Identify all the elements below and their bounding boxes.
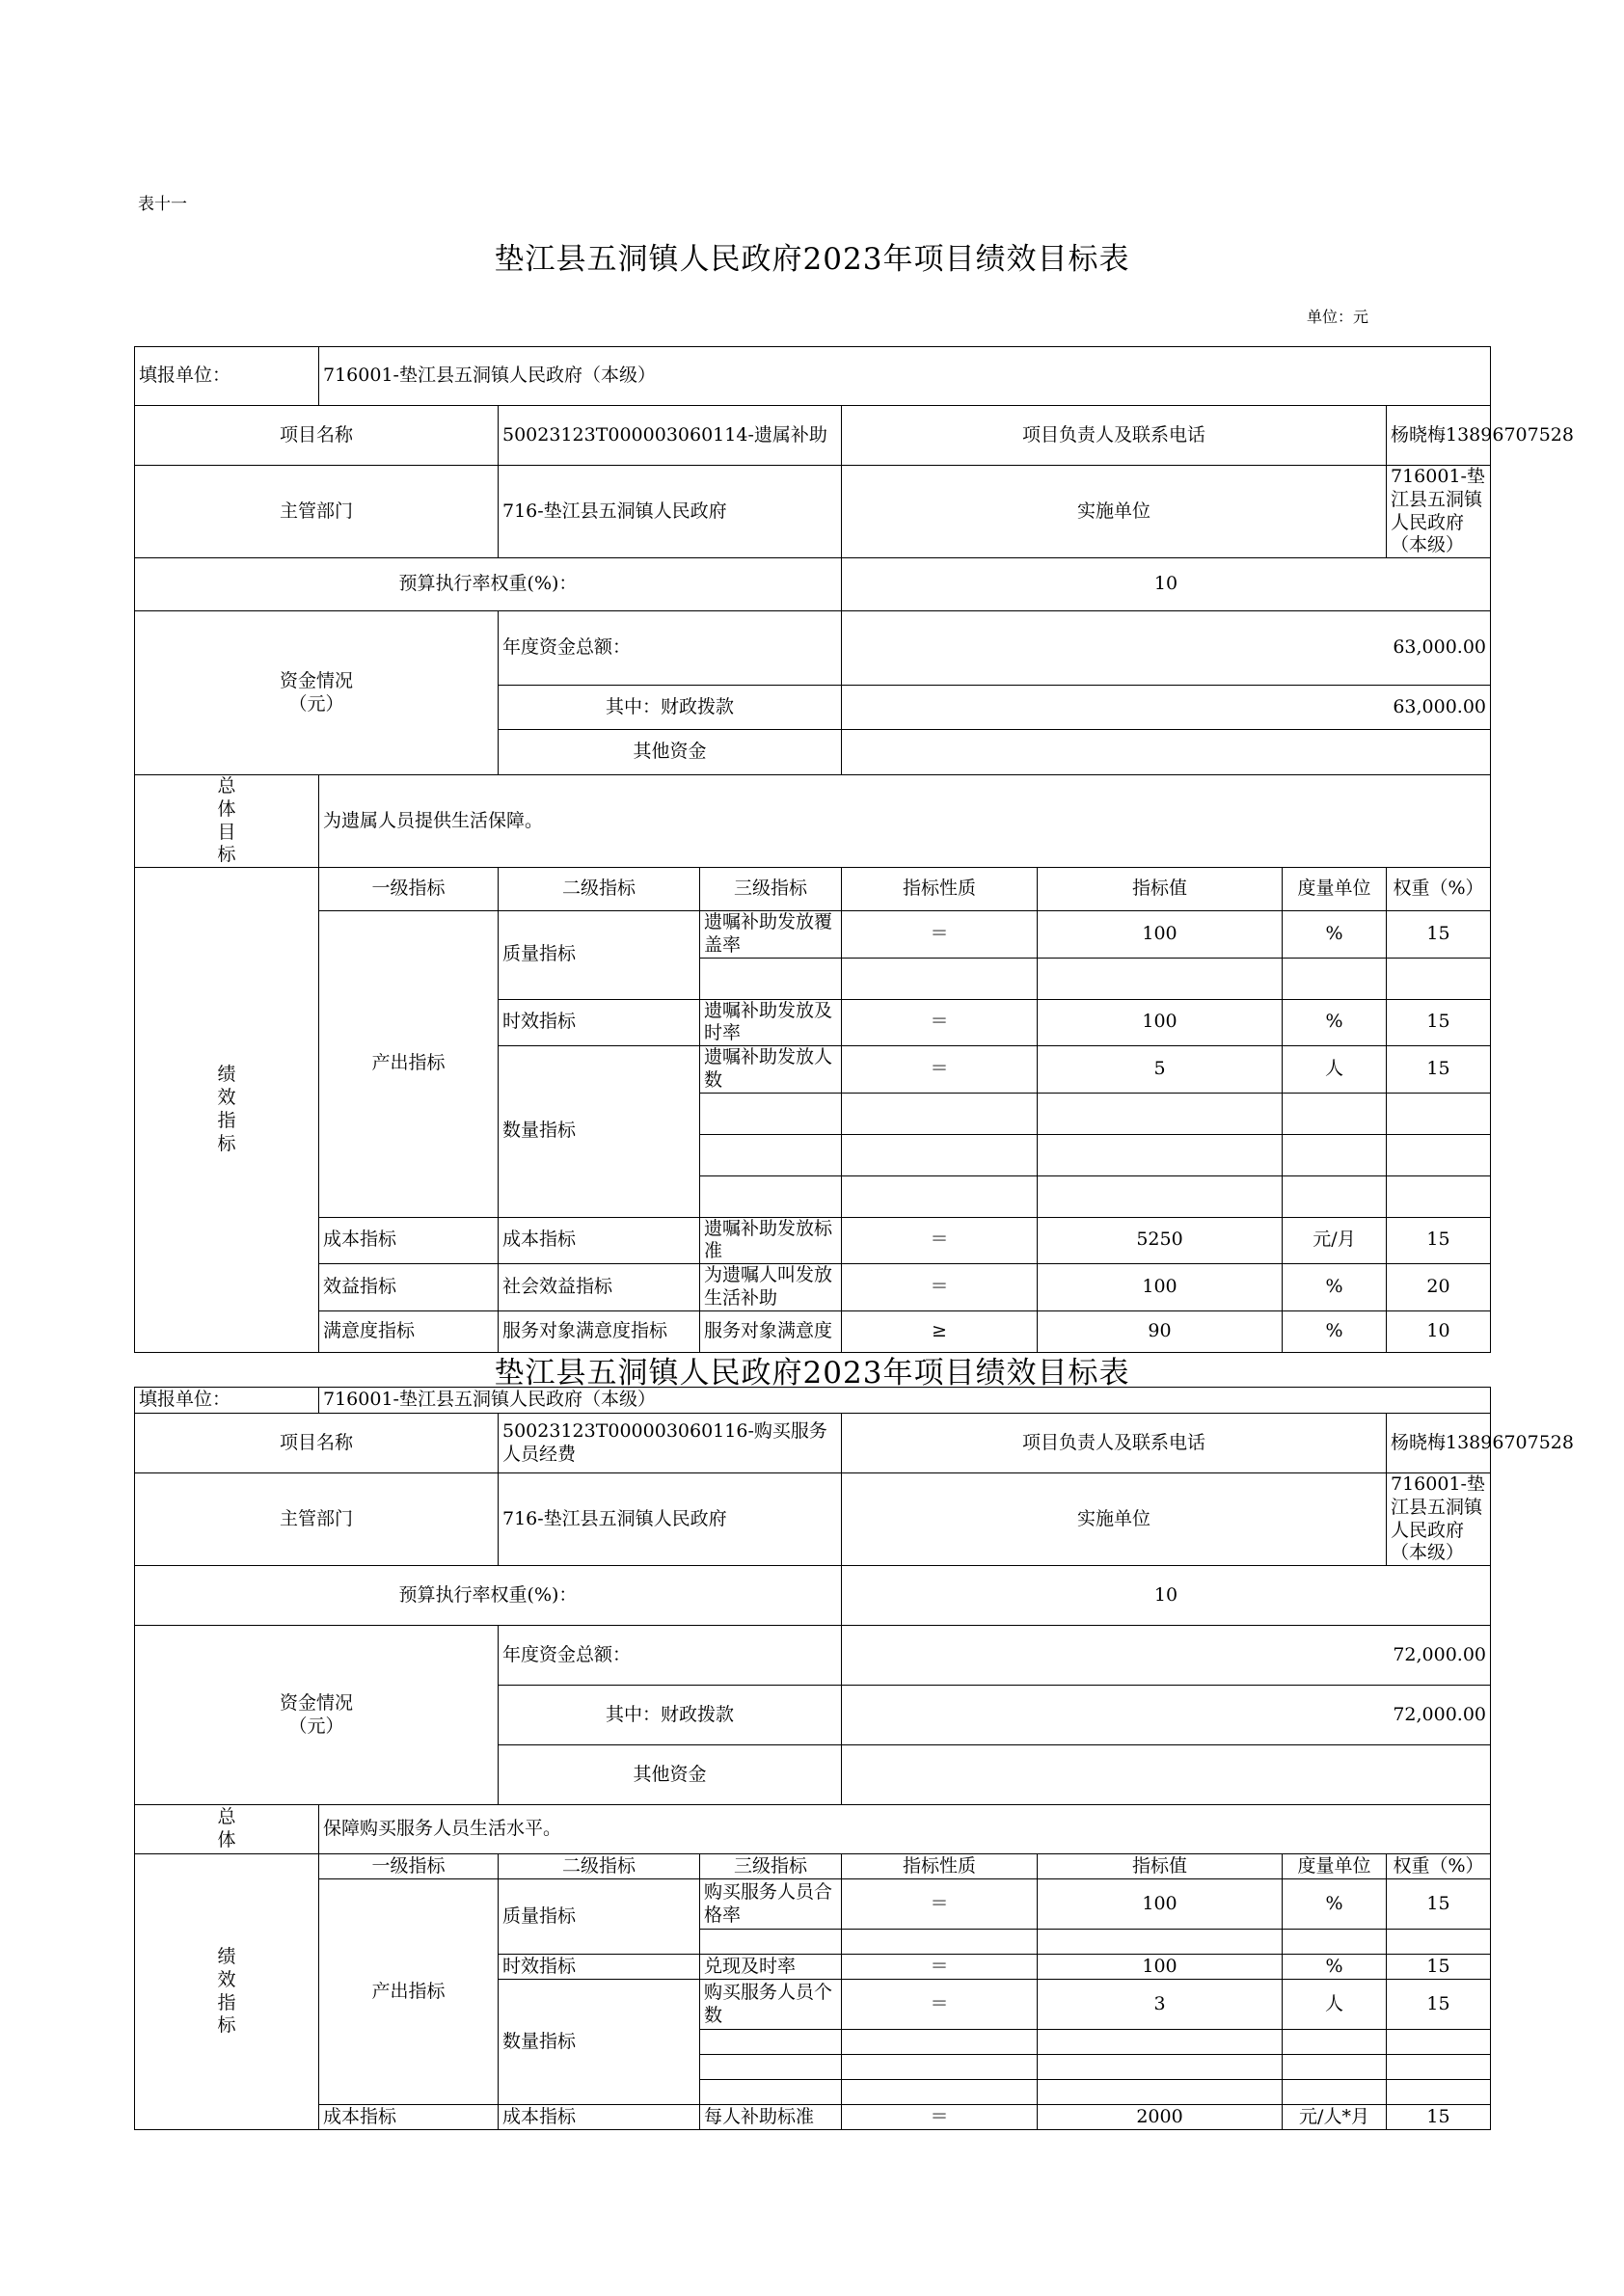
cost-l3: 每人补助标准 (700, 2105, 842, 2130)
goal-value: 为遗属人员提供生活保障。 (319, 775, 1491, 868)
quality-weight: 15 (1387, 911, 1491, 959)
fill-unit-label: 填报单位： (135, 1388, 319, 1414)
annual-total-value: 63,000.00 (842, 611, 1491, 686)
annual-total-value: 72,000.00 (842, 1626, 1491, 1686)
qty-nature: ＝ (842, 1980, 1038, 2030)
time-weight: 15 (1387, 999, 1491, 1046)
benefit-value: 100 (1038, 1264, 1283, 1311)
time-l3: 兑现及时率 (700, 1955, 842, 1980)
cost-weight: 15 (1387, 1217, 1491, 1264)
qty-value: 3 (1038, 1980, 1283, 2030)
goal-char: 标 (217, 844, 236, 866)
contact-label: 项目负责人及联系电话 (842, 1414, 1387, 1473)
contact-value: 杨晓梅13896707528 (1387, 1414, 1491, 1473)
satisfaction-l3: 服务对象满意度 (700, 1310, 842, 1352)
other-funds-label: 其他资金 (499, 730, 842, 775)
unit-label: 单位：元 (1307, 308, 1369, 326)
satisfaction-weight: 10 (1387, 1310, 1491, 1352)
quality-l3: 购买服务人员合格率 (700, 1879, 842, 1930)
cost-nature: ＝ (842, 2105, 1038, 2130)
quality-l2: 质量指标 (499, 1879, 700, 1955)
col-weight: 权重（%） (1387, 1854, 1491, 1879)
contact-label: 项目负责人及联系电话 (842, 406, 1387, 466)
time-value: 100 (1038, 1955, 1283, 1980)
benefit-unit: % (1283, 1264, 1387, 1311)
fiscal-label: 其中：财政拨款 (499, 686, 842, 730)
perf-char: 指 (217, 1109, 236, 1131)
cost-l1: 成本指标 (319, 1217, 499, 1264)
cost-l3: 遗嘱补助发放标准 (700, 1217, 842, 1264)
col-nature: 指标性质 (842, 868, 1038, 911)
time-nature: ＝ (842, 1955, 1038, 1980)
fiscal-label: 其中：财政拨款 (499, 1686, 842, 1745)
funds-label-text: 资金情况（元） (279, 1691, 353, 1737)
fill-unit-value: 716001-垫江县五洞镇人民政府（本级） (319, 347, 1491, 406)
col-l1: 一级指标 (319, 1854, 499, 1879)
goal-char: 总 (217, 775, 236, 797)
perf-char: 标 (217, 2014, 236, 2037)
time-l2: 时效指标 (499, 999, 700, 1046)
funds-label (135, 1626, 499, 1805)
perf-char: 绩 (217, 1064, 236, 1086)
qty-l2: 数量指标 (499, 1046, 700, 1218)
cost-nature: ＝ (842, 1217, 1038, 1264)
impl-unit-value: 716001-垫江县五洞镇人民政府（本级） (1387, 466, 1491, 558)
satisfaction-l1: 满意度指标 (319, 1310, 499, 1352)
output-l1: 产出指标 (319, 911, 499, 1218)
quality-nature: ＝ (842, 911, 1038, 959)
quality-weight: 15 (1387, 1879, 1491, 1930)
cost-value: 5250 (1038, 1217, 1283, 1264)
cost-weight: 15 (1387, 2105, 1491, 2130)
goal-char: 目 (217, 821, 236, 843)
budget-weight-value: 10 (842, 558, 1491, 611)
goal-char: 体 (217, 797, 236, 820)
fill-unit-value: 716001-垫江县五洞镇人民政府（本级） (319, 1388, 1491, 1414)
benefit-l3: 为遗嘱人叫发放生活补助 (700, 1264, 842, 1311)
fill-unit-label: 填报单位： (135, 347, 319, 406)
col-l3: 三级指标 (700, 868, 842, 911)
quality-unit: % (1283, 1879, 1387, 1930)
qty-l3: 遗嘱补助发放人数 (700, 1046, 842, 1094)
col-unit: 度量单位 (1283, 868, 1387, 911)
qty-unit: 人 (1283, 1046, 1387, 1094)
satisfaction-nature: ≥ (842, 1310, 1038, 1352)
qty-weight: 15 (1387, 1046, 1491, 1094)
annual-total-label: 年度资金总额： (499, 1626, 842, 1686)
performance-table-2 (134, 1387, 1574, 2130)
dept-value: 716-垫江县五洞镇人民政府 (499, 466, 842, 558)
other-funds-value (842, 1745, 1491, 1805)
col-unit: 度量单位 (1283, 1854, 1387, 1879)
time-nature: ＝ (842, 999, 1038, 1046)
perf-char: 标 (217, 1132, 236, 1154)
funds-label (135, 611, 499, 775)
perf-char: 指 (217, 1991, 236, 2013)
goal-char: 总 (217, 1806, 236, 1828)
budget-weight-label: 预算执行率权重(%)： (135, 558, 842, 611)
qty-l3: 购买服务人员个数 (700, 1980, 842, 2030)
perf-label (135, 868, 319, 1353)
dept-label: 主管部门 (135, 466, 499, 558)
satisfaction-value: 90 (1038, 1310, 1283, 1352)
cost-l2: 成本指标 (499, 2105, 700, 2130)
cost-l1: 成本指标 (319, 2105, 499, 2130)
col-l2: 二级指标 (499, 1854, 700, 1879)
goal-char: 体 (217, 1829, 236, 1850)
qty-weight: 15 (1387, 1980, 1491, 2030)
contact-value: 杨晓梅13896707528 (1387, 406, 1491, 466)
table2-title: 垫江县五洞镇人民政府2023年项目绩效目标表 (494, 1356, 1130, 1391)
perf-label (135, 1854, 319, 2130)
fiscal-value: 72,000.00 (842, 1686, 1491, 1745)
fiscal-value: 63,000.00 (842, 686, 1491, 730)
satisfaction-l2: 服务对象满意度指标 (499, 1310, 700, 1352)
time-unit: % (1283, 999, 1387, 1046)
quality-l3: 遗嘱补助发放覆盖率 (700, 911, 842, 959)
goal-label (135, 1805, 319, 1854)
benefit-nature: ＝ (842, 1264, 1038, 1311)
time-unit: % (1283, 1955, 1387, 1980)
col-l3: 三级指标 (700, 1854, 842, 1879)
col-l2: 二级指标 (499, 868, 700, 911)
cost-value: 2000 (1038, 2105, 1283, 2130)
quality-unit: % (1283, 911, 1387, 959)
page-tag: 表十一 (138, 195, 187, 214)
funds-label-text: 资金情况（元） (279, 669, 353, 715)
perf-char: 绩 (217, 1946, 236, 1967)
time-l3: 遗嘱补助发放及时率 (700, 999, 842, 1046)
dept-label: 主管部门 (135, 1473, 499, 1566)
qty-nature: ＝ (842, 1046, 1038, 1094)
project-name-value: 50023123T000003060116-购买服务人员经费 (499, 1414, 842, 1473)
col-value: 指标值 (1038, 868, 1283, 911)
cost-l2: 成本指标 (499, 1217, 700, 1264)
project-name-label: 项目名称 (135, 1414, 499, 1473)
goal-label (135, 775, 319, 868)
satisfaction-unit: % (1283, 1310, 1387, 1352)
time-value: 100 (1038, 999, 1283, 1046)
dept-value: 716-垫江县五洞镇人民政府 (499, 1473, 842, 1566)
impl-unit-label: 实施单位 (842, 466, 1387, 558)
other-funds-value (842, 730, 1491, 775)
col-l1: 一级指标 (319, 868, 499, 911)
quality-value: 100 (1038, 1879, 1283, 1930)
budget-weight-label: 预算执行率权重(%)： (135, 1566, 842, 1626)
perf-char: 效 (217, 1087, 236, 1108)
performance-table-1 (134, 346, 1574, 1353)
col-nature: 指标性质 (842, 1854, 1038, 1879)
project-name-value: 50023123T000003060114-遗属补助 (499, 406, 842, 466)
benefit-weight: 20 (1387, 1264, 1491, 1311)
quality-l2: 质量指标 (499, 911, 700, 1000)
qty-unit: 人 (1283, 1980, 1387, 2030)
other-funds-label: 其他资金 (499, 1745, 842, 1805)
impl-unit-label: 实施单位 (842, 1473, 1387, 1566)
time-l2: 时效指标 (499, 1955, 700, 1980)
table1-title: 垫江县五洞镇人民政府2023年项目绩效目标表 (494, 242, 1130, 277)
impl-unit-value: 716001-垫江县五洞镇人民政府（本级） (1387, 1473, 1491, 1566)
col-weight: 权重（%） (1387, 868, 1491, 911)
benefit-l2: 社会效益指标 (499, 1264, 700, 1311)
cost-unit: 元/月 (1283, 1217, 1387, 1264)
benefit-l1: 效益指标 (319, 1264, 499, 1311)
cost-unit: 元/人*月 (1283, 2105, 1387, 2130)
perf-char: 效 (217, 1968, 236, 1990)
annual-total-label: 年度资金总额： (499, 611, 842, 686)
budget-weight-value: 10 (842, 1566, 1491, 1626)
goal-value: 保障购买服务人员生活水平。 (319, 1805, 1491, 1854)
project-name-label: 项目名称 (135, 406, 499, 466)
output-l1: 产出指标 (319, 1879, 499, 2105)
quality-value: 100 (1038, 911, 1283, 959)
qty-l2: 数量指标 (499, 1980, 700, 2105)
col-value: 指标值 (1038, 1854, 1283, 1879)
quality-nature: ＝ (842, 1879, 1038, 1930)
qty-value: 5 (1038, 1046, 1283, 1094)
time-weight: 15 (1387, 1955, 1491, 1980)
